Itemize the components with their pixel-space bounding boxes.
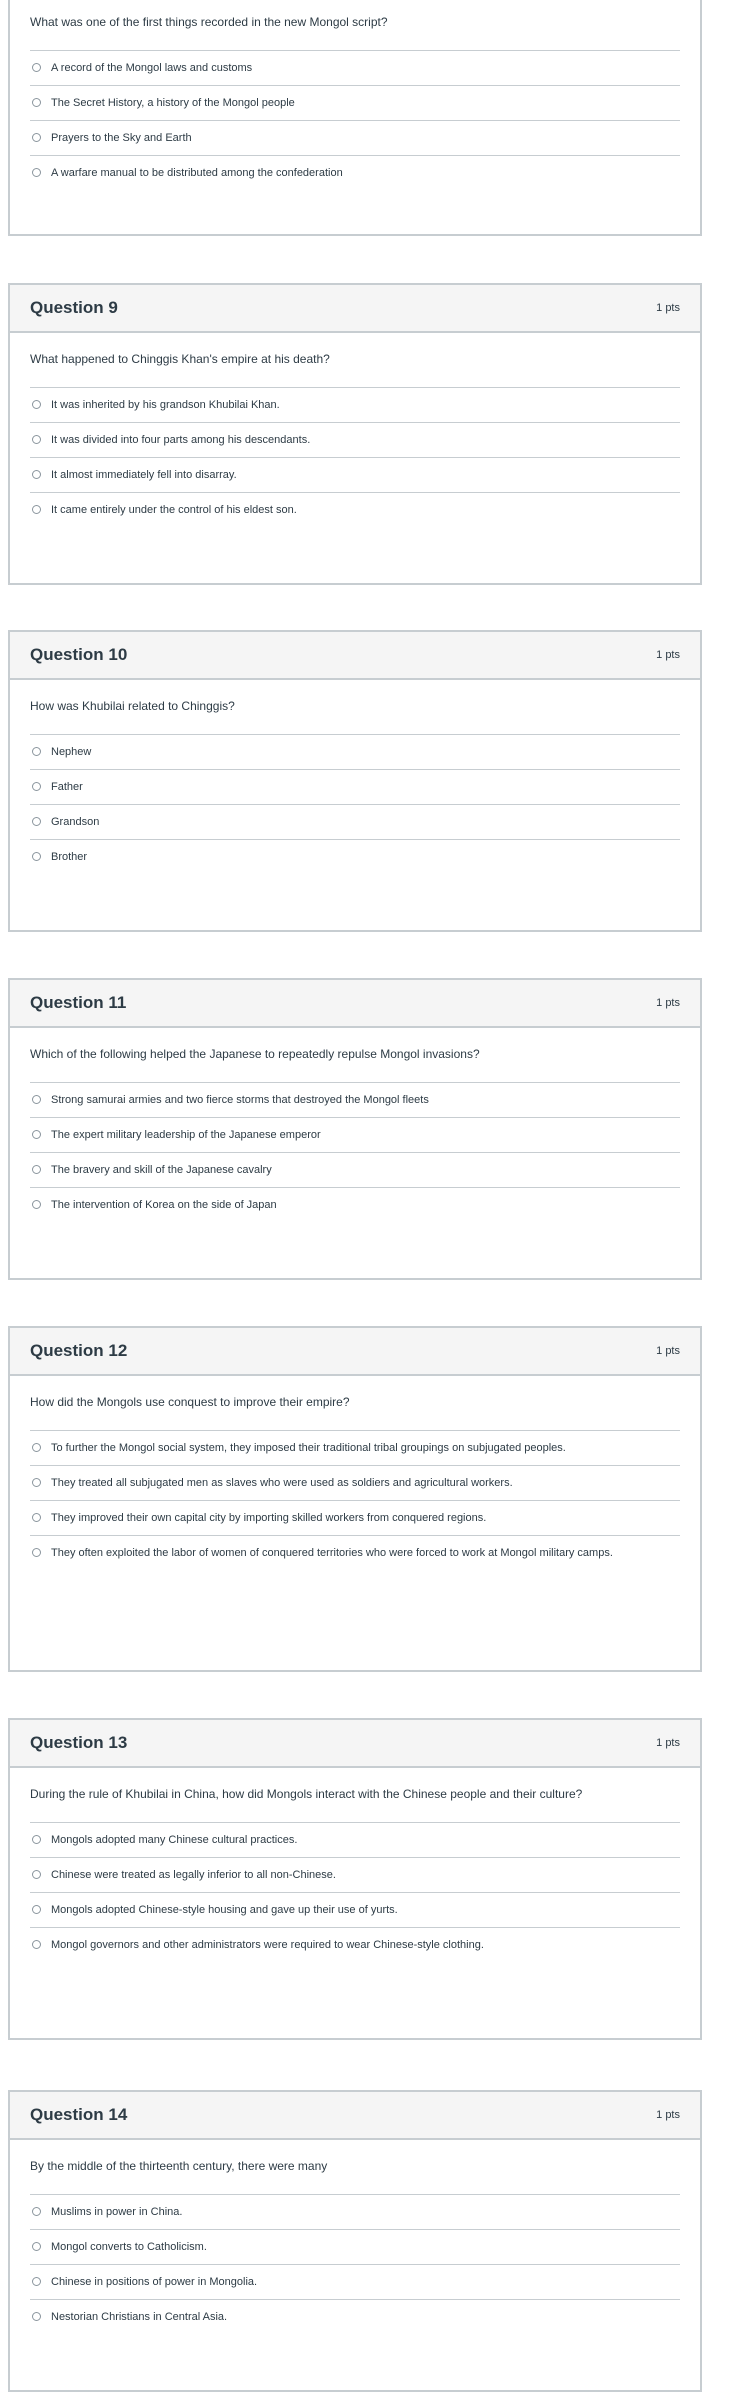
radio-button[interactable] [32,2207,41,2216]
question-header [10,632,700,680]
question-points: 1 pts [656,302,680,314]
question-text: What was one of the first things recorded in the new Mongol script? [30,15,388,29]
question-8-card [8,0,702,236]
radio-button[interactable] [32,852,41,861]
answer-label: A warfare manual to be distributed among the confederation [51,167,343,179]
radio-button[interactable] [32,1513,41,1522]
answer-label: Chinese in positions of power in Mongolia. [51,2276,258,2288]
answer-option[interactable] [30,423,680,458]
question-points: 1 pts [656,649,680,661]
answer-option[interactable] [30,1858,680,1893]
answer-label: A record of the Mongol laws and customs [51,62,253,74]
radio-button[interactable] [32,470,41,479]
question-10-card [8,630,702,932]
radio-button[interactable] [32,1478,41,1487]
answer-label: It came entirely under the control of his eldest son. [51,504,297,516]
question-text: Which of the following helped the Japanese to repeatedly repulse Mongol invasions? [30,1047,480,1061]
answer-list [30,1822,680,1962]
question-points: 1 pts [656,1345,680,1357]
radio-button[interactable] [32,1095,41,1104]
radio-button[interactable] [32,1443,41,1452]
answer-option[interactable] [30,388,680,423]
answer-label: They treated all subjugated men as slaves who were used as soldiers and agricultural workers. [51,1477,513,1489]
answer-option[interactable] [30,1466,680,1501]
answer-label: Chinese were treated as legally inferior to all non-Chinese. [51,1869,336,1881]
radio-button[interactable] [32,1130,41,1139]
answer-option[interactable] [30,1431,680,1466]
answer-option[interactable] [30,86,680,121]
question-text: How was Khubilai related to Chinggis? [30,699,235,713]
question-title: Question 12 [30,1341,128,1360]
question-title: Question 11 [30,993,127,1012]
answer-list [30,2194,680,2334]
radio-button[interactable] [32,2312,41,2321]
answer-list [30,734,680,874]
answer-label: Prayers to the Sky and Earth [51,132,192,144]
answer-label: The expert military leadership of the Japanese emperor [51,1129,321,1141]
answer-list [30,1430,680,1570]
question-text: How did the Mongols use conquest to improve their empire? [30,1395,350,1409]
radio-button[interactable] [32,400,41,409]
radio-button[interactable] [32,1905,41,1914]
answer-label: Nephew [51,746,92,758]
answer-option[interactable] [30,1893,680,1928]
answer-label: Brother [51,851,88,863]
answer-option[interactable] [30,1501,680,1536]
answer-label: They improved their own capital city by importing skilled workers from conquered regions. [51,1512,487,1524]
answer-option[interactable] [30,840,680,874]
answer-option[interactable] [30,156,680,190]
radio-button[interactable] [32,1200,41,1209]
question-title: Question 13 [30,1733,128,1752]
answer-label: Grandson [51,816,100,828]
question-text: By the middle of the thirteenth century, there were many [30,2159,328,2173]
answer-option[interactable] [30,493,680,527]
answer-option[interactable] [30,121,680,156]
answer-label: They often exploited the labor of women of conquered territories who were forced to work at Mongol military camps. [51,1547,613,1559]
answer-list [30,387,680,527]
radio-button[interactable] [32,1870,41,1879]
answer-label: The bravery and skill of the Japanese cavalry [51,1164,272,1176]
answer-label: Nestorian Christians in Central Asia. [51,2311,228,2323]
question-text: What happened to Chinggis Khan's empire at his death? [30,352,330,366]
question-title: Question 9 [30,298,118,317]
answer-option[interactable] [30,1118,680,1153]
answer-option[interactable] [30,805,680,840]
answer-list [30,1082,680,1222]
answer-label: Strong samurai armies and two fierce storms that destroyed the Mongol fleets [51,1094,429,1106]
answer-label: It was divided into four parts among his descendants. [51,434,311,446]
question-11-card [8,978,702,1280]
answer-label: Father [51,781,83,793]
question-header [10,1720,700,1768]
radio-button[interactable] [32,2277,41,2286]
answer-option[interactable] [30,458,680,493]
radio-button[interactable] [32,782,41,791]
answer-option[interactable] [30,1823,680,1858]
answer-label: The Secret History, a history of the Mongol people [51,97,295,109]
answer-label: It almost immediately fell into disarray. [51,469,237,481]
radio-button[interactable] [32,817,41,826]
question-points: 1 pts [656,997,680,1009]
question-header [10,2092,700,2140]
radio-button[interactable] [32,1835,41,1844]
answer-label: It was inherited by his grandson Khubilai Khan. [51,399,280,411]
radio-button[interactable] [32,63,41,72]
radio-button[interactable] [32,168,41,177]
answer-label: Mongols adopted Chinese-style housing and gave up their use of yurts. [51,1904,398,1916]
question-title: Question 10 [30,645,128,664]
radio-button[interactable] [32,747,41,756]
radio-button[interactable] [32,435,41,444]
answer-option[interactable] [30,2300,680,2334]
answer-option[interactable] [30,2265,680,2300]
answer-option[interactable] [30,1083,680,1118]
question-9-card [8,283,702,585]
answer-label: Mongols adopted many Chinese cultural practices. [51,1834,298,1846]
answer-option[interactable] [30,51,680,86]
question-13-card [8,1718,702,2040]
answer-option[interactable] [30,1928,680,1962]
answer-label: Muslims in power in China. [51,2206,183,2218]
answer-option[interactable] [30,735,680,770]
radio-button[interactable] [32,1165,41,1174]
answer-option[interactable] [30,1153,680,1188]
question-header [10,980,700,1028]
question-header [10,1328,700,1376]
answer-label: Mongol governors and other administrators were required to wear Chinese-style clothing. [51,1939,484,1951]
radio-button[interactable] [32,505,41,514]
radio-button[interactable] [32,1548,41,1557]
question-points: 1 pts [656,2109,680,2121]
answer-label: To further the Mongol social system, they imposed their traditional tribal groupings on subjugated peoples. [51,1442,566,1454]
answer-list [30,50,680,190]
question-text: During the rule of Khubilai in China, how did Mongols interact with the Chinese people and their culture? [30,1787,583,1801]
answer-label: The intervention of Korea on the side of Japan [51,1199,277,1211]
question-12-card [8,1326,702,1672]
answer-option[interactable] [30,2230,680,2265]
question-points: 1 pts [656,1737,680,1749]
radio-button[interactable] [32,2242,41,2251]
radio-button[interactable] [32,133,41,142]
answer-option[interactable] [30,1188,680,1222]
answer-option[interactable] [30,770,680,805]
answer-label: Mongol converts to Catholicism. [51,2241,207,2253]
question-header [10,285,700,333]
radio-button[interactable] [32,98,41,107]
answer-option[interactable] [30,2195,680,2230]
question-title: Question 14 [30,2105,128,2124]
answer-option[interactable] [30,1536,680,1570]
radio-button[interactable] [32,1940,41,1949]
question-14-card [8,2090,702,2392]
